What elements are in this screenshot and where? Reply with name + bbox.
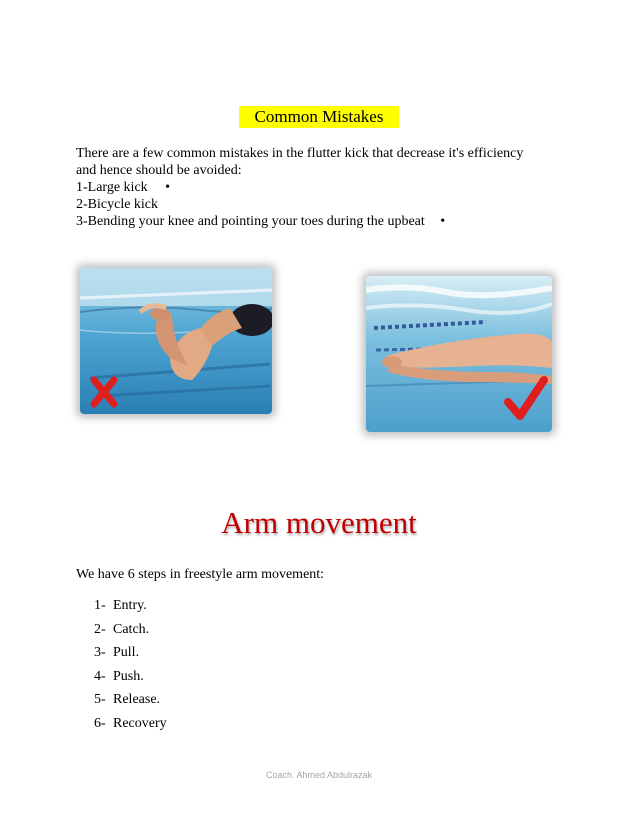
- step-number: 3-: [94, 645, 106, 660]
- swimmer-straight-legs-image: [366, 276, 552, 432]
- step-label: Pull.: [113, 645, 140, 660]
- step-number: 5-: [94, 692, 106, 707]
- intro-line-2: and hence should be avoided:: [76, 163, 242, 178]
- step-label: Recovery: [113, 716, 167, 731]
- step-number: 1-: [94, 598, 106, 613]
- mistake-item-1: [76, 180, 170, 196]
- step-number: 4-: [94, 669, 106, 684]
- photo-correct-kick: [366, 276, 552, 432]
- photo-incorrect-kick: [80, 268, 272, 414]
- arm-step-5: [94, 692, 160, 708]
- swimmer-bent-knee-image: [80, 268, 272, 414]
- step-number: 6-: [94, 716, 106, 731]
- arm-step-6: [94, 716, 167, 732]
- page-footer: Coach. Ahmed Abdulrazak: [265, 770, 373, 780]
- mistake-item-2: [76, 197, 158, 213]
- step-label: Push.: [113, 669, 144, 684]
- bullet-icon: •: [165, 180, 171, 195]
- mistake-item-3: [76, 214, 445, 230]
- mistake-label: 2-Bicycle kick: [76, 197, 159, 212]
- arm-step-4: [94, 669, 144, 685]
- arm-intro: We have 6 steps in freestyle arm movement:: [76, 567, 325, 582]
- section-heading-common-mistakes: Common Mistakes: [239, 106, 399, 128]
- arm-movement-heading: Arm movement: [221, 505, 417, 540]
- step-label: Entry.: [113, 598, 147, 613]
- arm-step-1: [94, 598, 147, 614]
- arm-step-2: [94, 622, 149, 638]
- step-label: Catch.: [113, 622, 150, 637]
- mistake-label: 1-Large kick: [76, 180, 148, 195]
- intro-line-1: There are a few common mistakes in the flutter kick that decrease it's efficiency: [76, 146, 524, 161]
- step-number: 2-: [94, 622, 106, 637]
- step-label: Release.: [113, 692, 161, 707]
- mistake-label: 3-Bending your knee and pointing your toes during the upbeat: [76, 214, 425, 229]
- bullet-icon: •: [440, 214, 446, 229]
- arm-step-3: [94, 645, 139, 661]
